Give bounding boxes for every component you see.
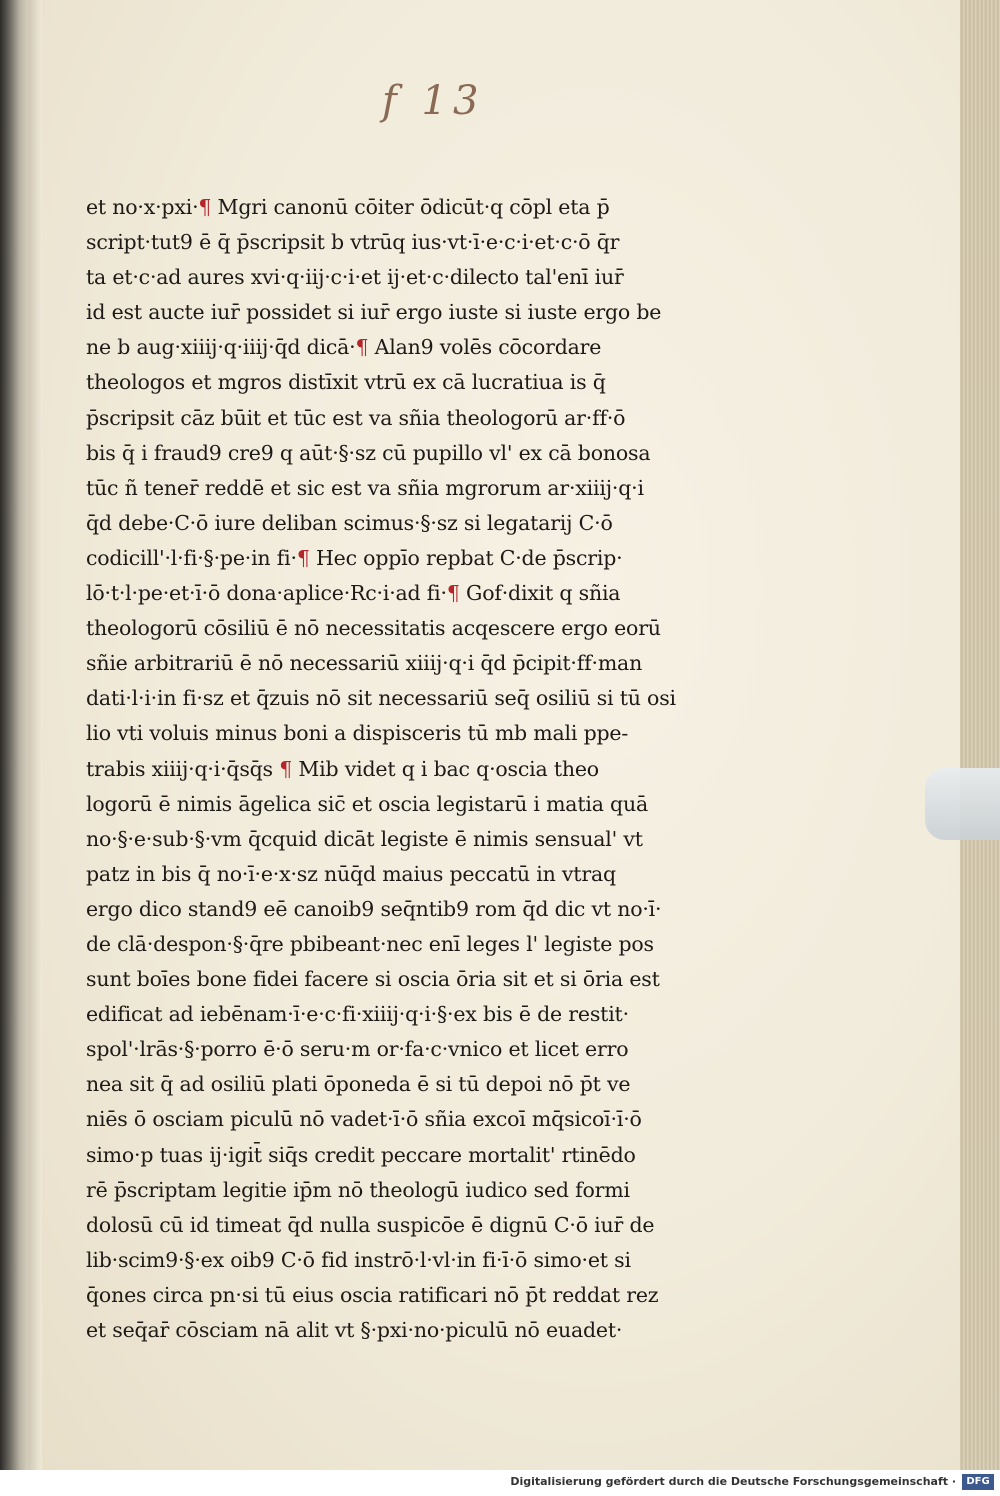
- page-stack-edge: [960, 0, 1000, 1470]
- text-line: q̄d debe·C·ō iure deliban scimus·§·sz si legatarij C·ō: [86, 510, 613, 535]
- folio-number: f 13: [382, 78, 485, 124]
- text-line: ta et·c·ad aures xvi·q·iij·c·i·et ij·et·c·dilecto tal'enī iur̄: [86, 265, 624, 290]
- text-line: codicill'·l·fi·§·pe·in fi·¶ Hec oppīo repbat C·de p̄scrip·: [86, 545, 623, 570]
- text-line: tūc ñ tener̄ reddē et sic est va sñia mgrorum ar·xiiij·q·i: [86, 475, 644, 500]
- text-line: edificat ad iebēnam·ī·e·c·fi·xiiij·q·i·§·ex bis ē de restit·: [86, 1002, 629, 1027]
- text-line: niēs ō osciam piculū nō vadet·ī·ō sñia excoī mq̄sicoī·ī·ō: [86, 1107, 642, 1132]
- dfg-logo: DFG: [962, 1474, 994, 1490]
- text-line: rē p̄scriptam legitie ip̄m nō theologū iudico sed formi: [86, 1177, 630, 1202]
- rubric-mark: ¶: [355, 335, 369, 360]
- text-line: de clā·despon·§·q̄re pbibeant·nec enī leges l' legiste pos: [86, 931, 654, 956]
- text-line: theologos et mgros distīxit vtrū ex cā lucratiua is q̄: [86, 370, 606, 395]
- text-line: script·tut9 ē q̄ p̄scripsit b vtrūq ius·vt·ī·e·c·i·et·c·ō q̄r: [86, 230, 620, 255]
- book-binding-edge: [0, 0, 28, 1470]
- rubric-mark: ¶: [296, 545, 310, 570]
- text-line: lō·t·l·pe·et·ī·ō dona·aplice·Rc·i·ad fi·¶ Gof·dixit q sñia: [86, 581, 621, 606]
- text-line: trabis xiiij·q·i·q̄sq̄s ¶ Mib videt q i bac q·oscia theo: [86, 756, 599, 781]
- text-line: simo·p tuas ij·igit̄ siq̄s credit peccare mortalit' rtinēdo: [86, 1142, 636, 1167]
- text-line: sñie arbitrariū ē nō necessariū xiiij·q·i q̄d p̄cipit·ff·man: [86, 651, 643, 676]
- text-line: logorū ē nimis āgelica sic̄ et oscia legistarū i matia quā: [86, 791, 649, 816]
- text-line: ne b aug·xiiij·q·iiij·q̄d dicā·¶ Alan9 volēs cōcordare: [86, 335, 602, 360]
- text-line: p̄scripsit cāz būit et tūc est va sñia theologorū ar·ff·ō: [86, 405, 626, 430]
- text-line: no·§·e·sub·§·vm q̄cquid dicāt legiste ē nimis sensual' vt: [86, 826, 643, 851]
- text-line: q̄ones circa pn·si tū eius oscia ratificari nō p̄t reddat rez: [86, 1282, 659, 1307]
- text-line: patz in bis q̄ no·ī·e·x·sz nūq̄d maius peccatū in vtraq: [86, 861, 616, 886]
- rubric-mark: ¶: [279, 756, 293, 781]
- text-line: et no·x·pxi·¶ Mgri canonū cōiter ōdicūt·q cōpl eta p̄: [86, 195, 610, 219]
- text-column: [86, 190, 691, 1348]
- footer-bar: [0, 1470, 1000, 1496]
- text-line: dati·l·i·in fi·sz et q̄zuis nō sit necessariū seq̄ osiliū si tū osi: [86, 686, 676, 711]
- text-line: lio vti voluis minus boni a dispisceris tū mb mali ppe-: [86, 721, 629, 746]
- text-line: id est aucte iur̄ possidet si iur̄ ergo iuste si iuste ergo be: [86, 300, 662, 325]
- text-line: spol'·lrās·§·porro ē·ō seru·m or·fa·c·vnico et licet erro: [86, 1037, 629, 1062]
- text-line: lib·scim9·§·ex oib9 C·ō fid instrō·l·vl·in fi·ī·ō simo·et si: [86, 1247, 631, 1272]
- text-line: bis q̄ i fraud9 cre9 q aūt·§·sz cū pupillo vl' ex cā bonosa: [86, 440, 651, 465]
- clip-marker: [925, 768, 1000, 840]
- text-line: nea sit q̄ ad osiliū plati ōponeda ē si tū depoi nō p̄t ve: [86, 1072, 631, 1097]
- funding-credit: Digitalisierung gefördert durch die Deutsche Forschungsgemeinschaft ·: [510, 1475, 956, 1488]
- rubric-mark: ¶: [198, 195, 212, 219]
- text-line: theologorū cōsiliū ē nō necessitatis acqescere ergo eorū: [86, 616, 661, 641]
- text-line: dolosū cū id timeat q̄d nulla suspicōe ē dignū C·ō iur̄ de: [86, 1212, 655, 1237]
- text-line: et seq̄ar̄ cōsciam nā alit vt §·pxi·no·piculū nō euadet·: [86, 1318, 623, 1342]
- rubric-mark: ¶: [446, 581, 460, 606]
- text-line: sunt boīes bone fidei facere si oscia ōria sit et si ōria est: [86, 967, 660, 992]
- text-line: ergo dico stand9 eē canoib9 seq̄ntib9 rom q̄d dic vt no·ī·: [86, 896, 662, 921]
- gutter: [28, 0, 42, 1470]
